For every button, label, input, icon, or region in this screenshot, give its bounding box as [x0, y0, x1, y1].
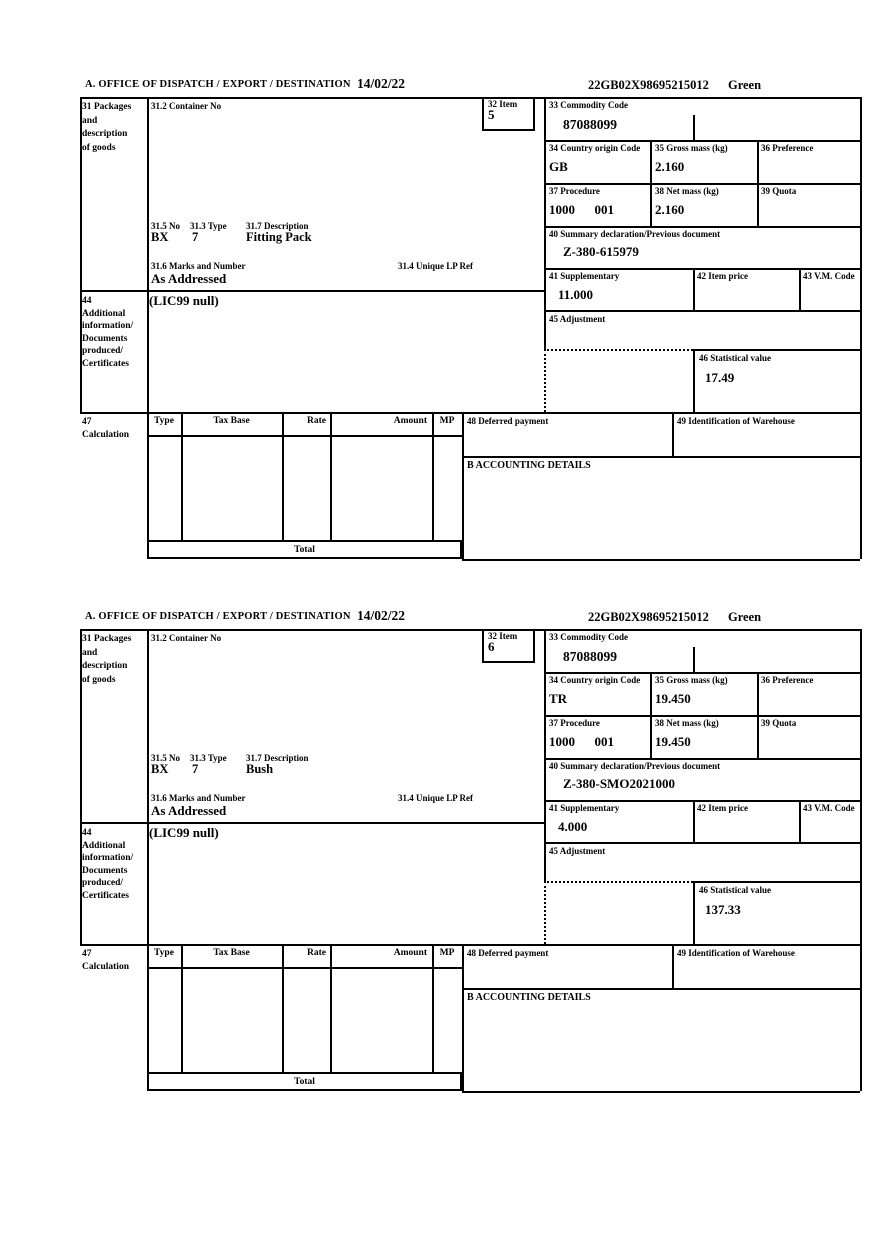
box44-label	[82, 827, 133, 902]
box45-label: 45 Adjustment	[549, 846, 606, 856]
box44-label-line: Documents	[82, 865, 128, 876]
row-line-41-45	[544, 310, 860, 312]
mrn-line	[588, 610, 761, 625]
col-divider-34-35	[650, 140, 652, 226]
customs-item-block	[0, 75, 882, 575]
box46-top-border	[693, 881, 860, 883]
box35-label: 35 Gross mass (kg)	[655, 675, 728, 685]
box31-5-label: 31.5 No	[151, 753, 180, 763]
calc-header-type: Type	[154, 948, 174, 958]
box32-label: 32 Item	[488, 99, 518, 109]
package-type-value: 7	[192, 762, 199, 776]
box39-label: 39 Quota	[761, 186, 797, 196]
marks-and-number-value: As Addressed	[151, 803, 227, 818]
box34-label: 34 Country origin Code	[549, 675, 641, 685]
box46-label: 46 Statistical value	[699, 353, 771, 363]
calc-table-right-border	[462, 412, 464, 559]
box44-label-line: Documents	[82, 333, 128, 344]
box42-label: 42 Item price	[697, 271, 748, 281]
box45-label: 45 Adjustment	[549, 314, 606, 324]
dotted-vertical-line	[544, 349, 546, 412]
country-origin-value: GB	[549, 159, 568, 174]
row-line-41-45	[544, 842, 860, 844]
form-right-border	[860, 629, 862, 1091]
box47-label-line: Calculation	[82, 962, 129, 972]
col-divider-34-35	[650, 672, 652, 758]
box31-4-label: 31.4 Unique LP Ref	[398, 793, 474, 803]
box40-label: 40 Summary declaration/Previous document	[549, 761, 721, 771]
box31-label-line: 31 Packages	[82, 102, 132, 112]
gross-mass-value: 2.160	[655, 159, 685, 174]
box33-label: 33 Commodity Code	[549, 632, 628, 642]
calc-header-type: Type	[154, 416, 174, 426]
box31-label-line: 31 Packages	[82, 634, 132, 644]
box31-7-label: 31.7 Description	[246, 221, 309, 231]
customs-item-block	[0, 607, 882, 1107]
calc-col-divider-2	[282, 412, 284, 540]
dotted-horizontal-line	[544, 881, 693, 883]
calc-row-top-border	[80, 412, 860, 414]
box43-label: 43 V.M. Code	[803, 271, 855, 281]
box46-left-border	[693, 881, 695, 944]
label-column-divider	[147, 97, 149, 559]
package-type-value: 7	[192, 230, 199, 244]
row-line-33-34	[544, 672, 860, 674]
row-line-40-41	[544, 268, 860, 270]
box49-label: 49 Identification of Warehouse	[677, 416, 795, 426]
box31-3-label: 31.3 Type	[190, 221, 227, 231]
calc-col-divider-3	[330, 412, 332, 540]
calc-header-mp: MP	[439, 416, 455, 426]
routing-status: Green	[727, 78, 762, 92]
commodity-code-divider-tick	[693, 647, 695, 672]
row-line-33-34	[544, 140, 860, 142]
box43-label: 43 V.M. Code	[803, 803, 855, 813]
box31-4-label: 31.4 Unique LP Ref	[398, 261, 474, 271]
supplementary-value: 11.000	[558, 287, 594, 302]
box47-label-line: Calculation	[82, 430, 129, 440]
box35-label: 35 Gross mass (kg)	[655, 143, 728, 153]
form-top-border	[80, 629, 860, 631]
previous-document-value: Z-380-615979	[563, 244, 639, 259]
item-number-value: 6	[488, 639, 495, 654]
form-top-border	[80, 97, 860, 99]
box48-label: 48 Deferred payment	[467, 416, 549, 426]
mrn-value: 22GB02X98695215012	[588, 78, 709, 92]
calc-col-divider-3	[330, 944, 332, 1072]
calc-header-tax-base: Tax Base	[213, 948, 250, 958]
accounting-details-label: B ACCOUNTING DETAILS	[467, 460, 591, 471]
calc-header-amount: Amount	[393, 416, 427, 426]
col-divider-42-43	[799, 268, 801, 310]
box44-label-line: information/	[82, 853, 134, 863]
box44-label-line: 44	[82, 296, 92, 306]
form-right-border	[860, 97, 862, 559]
box34-label: 34 Country origin Code	[549, 143, 641, 153]
col-divider-48-49	[672, 412, 674, 456]
box40-label: 40 Summary declaration/Previous document	[549, 229, 721, 239]
dispatch-date-value: 14/02/22	[357, 76, 406, 91]
calc-header-rate: Rate	[307, 948, 326, 958]
procedure-value: 1000 001	[549, 734, 614, 749]
box31-7-label: 31.7 Description	[246, 753, 309, 763]
box46-top-border	[693, 349, 860, 351]
package-no-value: BX	[151, 762, 169, 776]
box31-2-label: 31.2 Container No	[151, 101, 222, 111]
commodity-code-value: 87088099	[563, 649, 617, 664]
box31-label-line: description	[82, 661, 128, 671]
supplementary-value: 4.000	[558, 819, 588, 834]
box31-label	[82, 101, 131, 155]
col-divider-41-42	[693, 268, 695, 310]
box31-label-line: and	[82, 115, 98, 126]
row-line-34-37	[544, 183, 860, 185]
calc-header-tax-base: Tax Base	[213, 416, 250, 426]
goods-description-value: Bush	[246, 762, 274, 776]
box31-6-label: 31.6 Marks and Number	[151, 261, 246, 271]
routing-status: Green	[727, 610, 762, 624]
additional-information-value: (LIC99 null)	[149, 293, 219, 308]
box33-label: 33 Commodity Code	[549, 100, 628, 110]
box44-label-line: Additional	[82, 840, 126, 851]
calc-col-divider-1	[181, 944, 183, 1072]
box41-label: 41 Supplementary	[549, 271, 620, 281]
box31-label-line: of goods	[82, 674, 116, 685]
box31-2-label: 31.2 Container No	[151, 633, 222, 643]
marks-separator-line	[80, 822, 544, 824]
box38-label: 38 Net mass (kg)	[655, 718, 719, 728]
statistical-value: 137.33	[705, 902, 741, 917]
box44-label-line: Certificates	[82, 358, 129, 369]
accounting-bottom-border	[462, 1091, 860, 1093]
box31-3-label: 31.3 Type	[190, 753, 227, 763]
package-no-value: BX	[151, 230, 169, 244]
accounting-top-border	[462, 456, 860, 458]
box36-label: 36 Preference	[761, 143, 814, 153]
dispatch-date-value: 14/02/22	[357, 608, 406, 623]
box39-label: 39 Quota	[761, 718, 797, 728]
row-line-37-40	[544, 226, 860, 228]
box36-label: 36 Preference	[761, 675, 814, 685]
box44-label-line: produced/	[82, 878, 124, 888]
box31-label-line: of goods	[82, 142, 116, 153]
calc-col-divider-4	[432, 944, 434, 1072]
box31-label-line: description	[82, 129, 128, 139]
calc-col-divider-2	[282, 944, 284, 1072]
box47-label-line: 47	[82, 417, 92, 427]
box46-label: 46 Statistical value	[699, 885, 771, 895]
mrn-line	[588, 78, 761, 93]
statistical-value: 17.49	[705, 370, 735, 385]
box37-label: 37 Procedure	[549, 186, 600, 196]
net-mass-value: 2.160	[655, 202, 685, 217]
box31-label	[82, 633, 131, 687]
box37-label: 37 Procedure	[549, 718, 600, 728]
box32-item	[482, 629, 535, 663]
row-line-34-37	[544, 715, 860, 717]
box46-left-border	[693, 349, 695, 412]
box44-label	[82, 295, 133, 370]
commodity-code-value: 87088099	[563, 117, 617, 132]
box47-label	[82, 416, 129, 442]
calc-col-divider-4	[432, 412, 434, 540]
dotted-horizontal-line	[544, 349, 693, 351]
office-of-dispatch-label: A. OFFICE OF DISPATCH / EXPORT / DESTINATION	[85, 79, 351, 90]
dotted-vertical-line	[544, 881, 546, 944]
box47-label-line: 47	[82, 949, 92, 959]
calc-header-bottom-line	[147, 435, 462, 437]
box32-item	[482, 97, 535, 131]
box44-label-line: information/	[82, 321, 134, 331]
procedure-value: 1000 001	[549, 202, 614, 217]
col-divider-41-42	[693, 800, 695, 842]
mrn-value: 22GB02X98695215012	[588, 610, 709, 624]
accounting-details-label: B ACCOUNTING DETAILS	[467, 992, 591, 1003]
calc-total-row: Total	[147, 540, 462, 559]
row-line-40-41	[544, 800, 860, 802]
box31-5-label: 31.5 No	[151, 221, 180, 231]
box31-label-line: and	[82, 647, 98, 658]
marks-separator-line	[80, 290, 544, 292]
row-line-37-40	[544, 758, 860, 760]
commodity-code-divider-tick	[693, 115, 695, 140]
box44-label-line: Additional	[82, 308, 126, 319]
box44-label-line: Certificates	[82, 890, 129, 901]
col-divider-48-49	[672, 944, 674, 988]
col-divider-42-43	[799, 800, 801, 842]
box32-label: 32 Item	[488, 631, 518, 641]
accounting-top-border	[462, 988, 860, 990]
item-number-value: 5	[488, 107, 495, 122]
goods-description-value: Fitting Pack	[246, 230, 312, 244]
calc-table-right-border	[462, 944, 464, 1091]
previous-document-value: Z-380-SMO2021000	[563, 776, 675, 791]
calc-col-divider-1	[181, 412, 183, 540]
gross-mass-value: 19.450	[655, 691, 691, 706]
additional-information-value: (LIC99 null)	[149, 825, 219, 840]
box48-label: 48 Deferred payment	[467, 948, 549, 958]
marks-and-number-value: As Addressed	[151, 271, 227, 286]
col-divider-35-36	[757, 140, 759, 226]
box44-label-line: 44	[82, 828, 92, 838]
box41-label: 41 Supplementary	[549, 803, 620, 813]
box49-label: 49 Identification of Warehouse	[677, 948, 795, 958]
box42-label: 42 Item price	[697, 803, 748, 813]
calc-total-row: Total	[147, 1072, 462, 1091]
col-divider-35-36	[757, 672, 759, 758]
box38-label: 38 Net mass (kg)	[655, 186, 719, 196]
box47-label	[82, 948, 129, 974]
accounting-bottom-border	[462, 559, 860, 561]
country-origin-value: TR	[549, 691, 568, 706]
calc-header-amount: Amount	[393, 948, 427, 958]
calc-header-rate: Rate	[307, 416, 326, 426]
box31-6-label: 31.6 Marks and Number	[151, 793, 246, 803]
calc-header-mp: MP	[439, 948, 455, 958]
calc-row-top-border	[80, 944, 860, 946]
label-column-divider	[147, 629, 149, 1091]
box44-label-line: produced/	[82, 346, 124, 356]
office-of-dispatch-label: A. OFFICE OF DISPATCH / EXPORT / DESTINATION	[85, 611, 351, 622]
net-mass-value: 19.450	[655, 734, 691, 749]
calc-header-bottom-line	[147, 967, 462, 969]
